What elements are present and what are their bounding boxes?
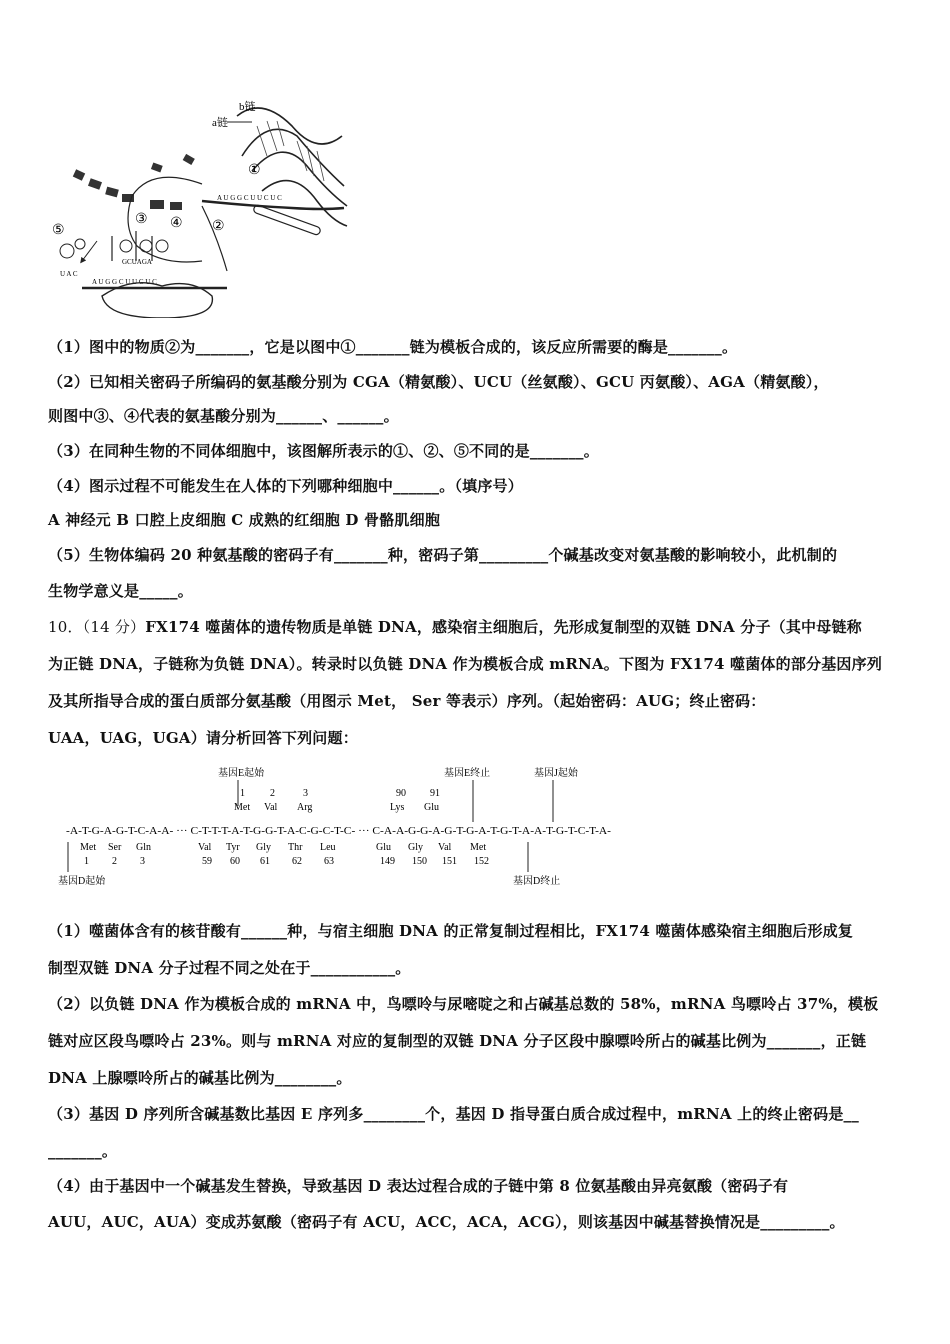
bottom-amino-acid-number: 3 xyxy=(140,856,145,867)
bottom-amino-acid-number: 60 xyxy=(230,856,240,867)
svg-text:②: ② xyxy=(212,219,225,234)
svg-text:a链: a链 xyxy=(212,117,228,129)
bottom-amino-acid: Val xyxy=(438,842,452,853)
bottom-amino-acid: Glu xyxy=(376,842,391,853)
bottom-amino-acid-group xyxy=(80,842,486,853)
bottom-amino-acid: Met xyxy=(470,842,487,853)
translation-diagram xyxy=(52,96,352,318)
bottom-amino-acid-number: 61 xyxy=(260,856,270,867)
bottom-amino-acid: Ser xyxy=(108,842,122,853)
circled-5 xyxy=(52,223,65,238)
q10-line-1 xyxy=(48,616,862,637)
bottom-amino-acid-number: 150 xyxy=(412,856,427,867)
svg-text:①: ① xyxy=(248,163,261,178)
top-amino-acid-group xyxy=(234,802,439,813)
b-chain-label xyxy=(239,99,256,113)
bottom-amino-acid: Met xyxy=(80,842,97,853)
bottom-amino-acid: Thr xyxy=(288,842,303,853)
bottom-amino-acid-number: 62 xyxy=(292,856,302,867)
bottom-number-group xyxy=(84,856,489,867)
top-amino-acid: Met xyxy=(234,802,251,813)
q9-line-1: （1）图中的物质②为_______，它是以图中①_______链为模板合成的，该反应所需要的酶是_______。 xyxy=(48,338,738,356)
svg-text:⑤: ⑤ xyxy=(52,223,65,238)
q10-line-3: 及其所指导合成的蛋白质部分氨基酸（用图示 Met， Ser 等表示）序列。（起始密码：AUG；终止密码： xyxy=(48,692,766,710)
top-amino-acid: Lys xyxy=(390,802,405,813)
gene-e-start-label: 基因E起始 xyxy=(218,768,265,779)
bottom-amino-acid: Gly xyxy=(408,842,423,853)
q9-line-5: （4）图示过程不可能发生在人体的下列哪种细胞中______。（填序号） xyxy=(48,477,523,495)
gene-e-end-label: 基因E终止 xyxy=(444,768,491,779)
q9-line-4: （3）在同种生物的不同体细胞中，该图解所表示的①、②、⑤不同的是_______。 xyxy=(48,442,599,460)
circled-3 xyxy=(135,212,148,227)
q10-line-1-text: FX174 噬菌体的遗传物质是单链 DNA，感染宿主细胞后，先形成复制型的双链 DNA 分子（其中母链称 xyxy=(145,618,862,636)
top-amino-acid-number: 90 xyxy=(396,788,406,799)
top-amino-acid-number: 1 xyxy=(240,788,245,799)
q9-line-2: （2）已知相关密码子所编码的氨基酸分别为 CGA（精氨酸）、UCU（丝氨酸）、GCU 丙氨酸）、AGA（精氨酸）， xyxy=(48,373,829,391)
svg-text:b链: b链 xyxy=(239,101,256,113)
q10-line-4: UAA，UAG，UGA）请分析回答下列问题： xyxy=(48,729,358,747)
q10-sub-5: DNA 上腺嘌呤所占的碱基比例为________。 xyxy=(48,1069,352,1087)
q10-number: 10．（14 分） xyxy=(48,618,146,636)
bottom-amino-acid-number: 152 xyxy=(474,856,489,867)
bottom-amino-acid-number: 149 xyxy=(380,856,395,867)
q10-sub-3: （2）以负链 DNA 作为模板合成的 mRNA 中，鸟嘌呤与尿嘧啶之和占碱基总数的 58%，mRNA 鸟嘌呤占 37%，模板 xyxy=(48,995,879,1013)
circled-4 xyxy=(170,216,183,231)
q10-line-2: 为正链 DNA，子链称为负链 DNA）。转录时以负链 DNA 作为模板合成 mRNA。下图为 FX174 噬菌体的部分基因序列 xyxy=(48,655,883,673)
bottom-amino-acid-number: 63 xyxy=(324,856,334,867)
bottom-amino-acid-number: 151 xyxy=(442,856,457,867)
gene-d-start-label: 基因D起始 xyxy=(58,876,106,887)
bottom-amino-acid: Val xyxy=(198,842,212,853)
anticodon-row: GCUAGA xyxy=(122,258,152,266)
a-chain-label xyxy=(212,115,228,129)
bottom-amino-acid-number: 1 xyxy=(84,856,89,867)
top-amino-acid: Glu xyxy=(424,802,439,813)
bottom-amino-acid: Gln xyxy=(136,842,151,853)
bottom-amino-acid-number: 59 xyxy=(202,856,212,867)
top-amino-acid-number: 2 xyxy=(270,788,275,799)
gene-d-end-label: 基因D终止 xyxy=(513,876,561,887)
bottom-amino-acid-number: 2 xyxy=(112,856,117,867)
mrna-codons: A U G G C U U C U C xyxy=(92,278,157,286)
dna-sequence: -A-T-G-A-G-T-C-A-A- ··· C-T-T-T-A-T-G-G-T-A-C-G-C-T-C- ··· C-A-A-G-G-A-G-T-G-A-T-G-T-A-A-T-G-T-C-T-A- xyxy=(66,825,612,837)
q10-sub-6: （3）基因 D 序列所含碱基数比基因 E 序列多________个，基因 D 指导蛋白质合成过程中，mRNA 上的终止密码是__ xyxy=(48,1105,859,1123)
mrna-bases: A U G G C U U C U C xyxy=(217,194,282,202)
bottom-amino-acid: Leu xyxy=(320,842,336,853)
q10-sub-2: 制型双链 DNA 分子过程不同之处在于___________。 xyxy=(48,959,411,977)
gene-j-start-label: 基因J起始 xyxy=(534,768,578,779)
circled-1 xyxy=(248,163,261,178)
anticodon-uac: U A C xyxy=(60,270,78,278)
q10-sub-8: （4）由于基因中一个碱基发生替换，导致基因 D 表达过程合成的子链中第 8 位氨基酸由异亮氨酸（密码子有 xyxy=(48,1177,789,1195)
gene-sequence-diagram xyxy=(58,762,628,892)
q10-sub-9: AUU，AUC，AUA）变成苏氨酸（密码子有 ACU，ACC，ACA，ACG），则该基因中碱基替换情况是_________。 xyxy=(48,1213,845,1231)
circled-2 xyxy=(212,219,225,234)
svg-text:③: ③ xyxy=(135,212,148,227)
top-number-group xyxy=(240,788,440,799)
top-amino-acid-number: 91 xyxy=(430,788,440,799)
bottom-amino-acid: Gly xyxy=(256,842,271,853)
q9-line-3: 则图中③、④代表的氨基酸分别为______、______。 xyxy=(48,407,399,425)
q9-line-8: 生物学意义是_____。 xyxy=(48,582,193,600)
svg-text:④: ④ xyxy=(170,216,183,231)
top-amino-acid-number: 3 xyxy=(303,788,308,799)
q9-line-6: A 神经元 B 口腔上皮细胞 C 成熟的红细胞 D 骨骼肌细胞 xyxy=(48,511,441,529)
q10-sub-1: （1）噬菌体含有的核苷酸有______种，与宿主细胞 DNA 的正常复制过程相比，FX174 噬菌体感染宿主细胞后形成复 xyxy=(48,922,854,940)
top-amino-acid: Arg xyxy=(297,802,313,813)
top-amino-acid: Val xyxy=(264,802,278,813)
q10-sub-7: _______。 xyxy=(48,1142,118,1160)
q10-sub-4: 链对应区段鸟嘌呤占 23%。则与 mRNA 对应的复制型的双链 DNA 分子区段中腺嘌呤所占的碱基比例为_______，正链 xyxy=(48,1032,867,1050)
bottom-amino-acid: Tyr xyxy=(226,842,240,853)
q9-line-7: （5）生物体编码 20 种氨基酸的密码子有_______种，密码子第_________个碱基改变对氨基酸的影响较小，此机制的 xyxy=(48,546,838,564)
